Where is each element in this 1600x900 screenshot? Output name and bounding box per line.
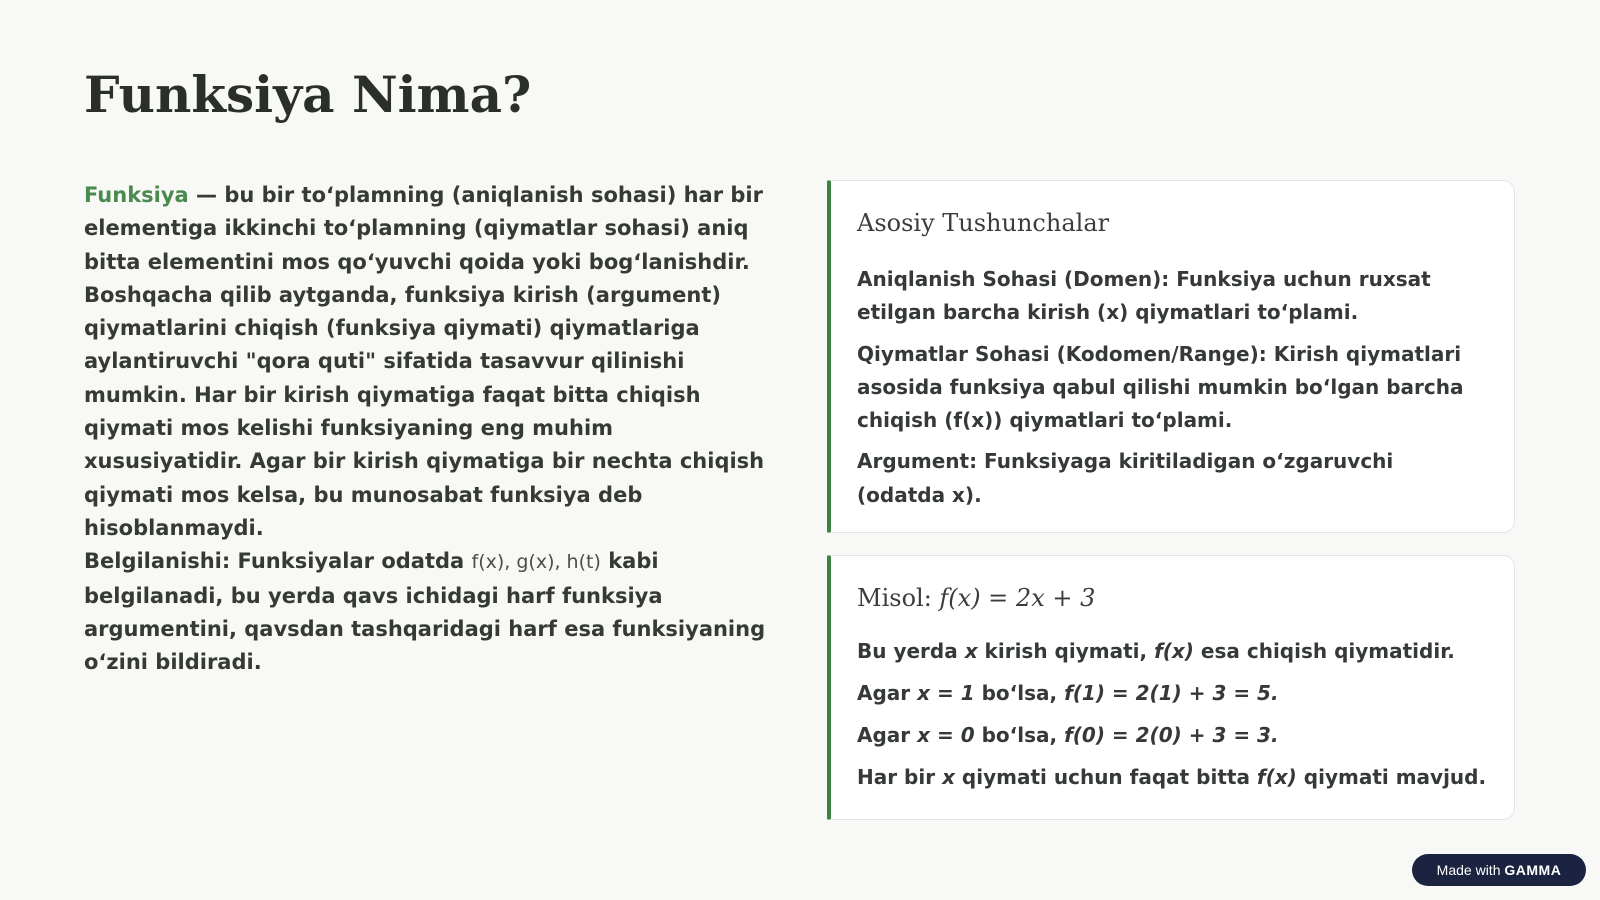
concept-range: Qiymatlar Sohasi (Kodomen/Range): Kirish qiymatlari asosida funksiya qabul qilishi mumkin bo‘lgan barcha chiqish (f(x)) qiymatlari to‘plami. — [857, 341, 1464, 433]
notation-text-after: kabi belgilanadi, bu yerda qavs ichidagi harf funksiya argumentini, qavsdan tashqaridagi harf esa funksiyaning o‘zini bildiradi. — [84, 549, 766, 675]
definition-section — [84, 179, 774, 679]
example-var-x: x — [942, 765, 955, 789]
example-line-text: qiymati mavjud. — [1296, 765, 1487, 789]
example-title — [857, 580, 1488, 616]
made-with-gamma-badge[interactable] — [1412, 854, 1586, 886]
example-title-prefix: Misol: — [857, 584, 940, 612]
example-line-text: bo‘lsa, — [974, 723, 1065, 747]
definition-term: Funksiya — [84, 183, 189, 207]
notation-examples: f(x), g(x), h(t) — [471, 551, 601, 574]
example-line-uniqueness — [857, 761, 1488, 794]
example-line-x0 — [857, 719, 1488, 752]
example-line-x1 — [857, 677, 1488, 710]
example-line-text: Agar — [857, 723, 918, 747]
example-calculation: f(1) = 2(1) + 3 = 5. — [1064, 681, 1279, 705]
definition-paragraph — [84, 179, 774, 545]
example-fx: f(x) — [1154, 639, 1194, 663]
example-line-text: Har bir — [857, 765, 943, 789]
example-title-formula: f(x) = 2x + 3 — [939, 584, 1096, 612]
example-fx: f(x) — [1256, 765, 1297, 789]
key-concepts-list — [857, 263, 1488, 512]
key-concepts-card — [827, 180, 1515, 533]
notation-text-before: Funksiyalar odatda — [230, 549, 472, 574]
example-card — [827, 555, 1515, 820]
concept-domain: Aniqlanish Sohasi (Domen): Funksiya uchun ruxsat etilgan barcha kirish (x) qiymatlari to‘plami. — [857, 267, 1431, 325]
example-line-text: Bu yerda — [857, 639, 965, 663]
notation-paragraph — [84, 545, 774, 679]
gamma-logo: GAMMA — [1504, 862, 1562, 878]
example-line-text: bo‘lsa, — [974, 681, 1065, 705]
badge-prefix: Made with — [1436, 862, 1505, 878]
example-condition: x = 0 — [917, 723, 975, 747]
definition-text: — bu bir to‘plamning (aniqlanish sohasi) har bir elementiga ikkinchi to‘plamning (qiymatlar sohasi) aniq bitta elementini mos qo‘yuvchi qoida yoki bog‘lanishdir. Boshqacha qilib aytganda, funksiya kirish (argument) qiymatlarini chiqish (funksiya qiymati) qiymatlariga aylantiruvchi "qora quti" sifatida tasavvur qilinishi mumkin. Har bir kirish qiymatiga faqat bitta chiqish qiymati mos kelishi funksiyaning eng muhim xususiyatidir. Agar bir kirish qiymatiga bir nechta chiqish qiymati mos kelsa, bu munosabat funksiya deb hisoblanmaydi. — [84, 183, 765, 540]
example-condition: x = 1 — [917, 681, 975, 705]
example-line-variables — [857, 635, 1488, 668]
key-concepts-title: Asosiy Tushunchalar — [857, 209, 1110, 237]
example-calculation: f(0) = 2(0) + 3 = 3. — [1064, 723, 1279, 747]
page-title: Funksiya Nima? — [84, 65, 532, 124]
example-line-text: Agar — [857, 681, 918, 705]
example-lines — [857, 635, 1488, 794]
notation-label: Belgilanishi: — [84, 549, 231, 574]
example-line-text: kirish qiymati, — [977, 639, 1155, 663]
example-var-x: x — [964, 639, 978, 663]
example-line-text: esa chiqish qiymatidir. — [1193, 639, 1455, 663]
concept-argument: Argument: Funksiyaga kiritiladigan o‘zgaruvchi (odatda x). — [857, 449, 1394, 507]
example-line-text: qiymati uchun faqat bitta — [954, 765, 1257, 789]
